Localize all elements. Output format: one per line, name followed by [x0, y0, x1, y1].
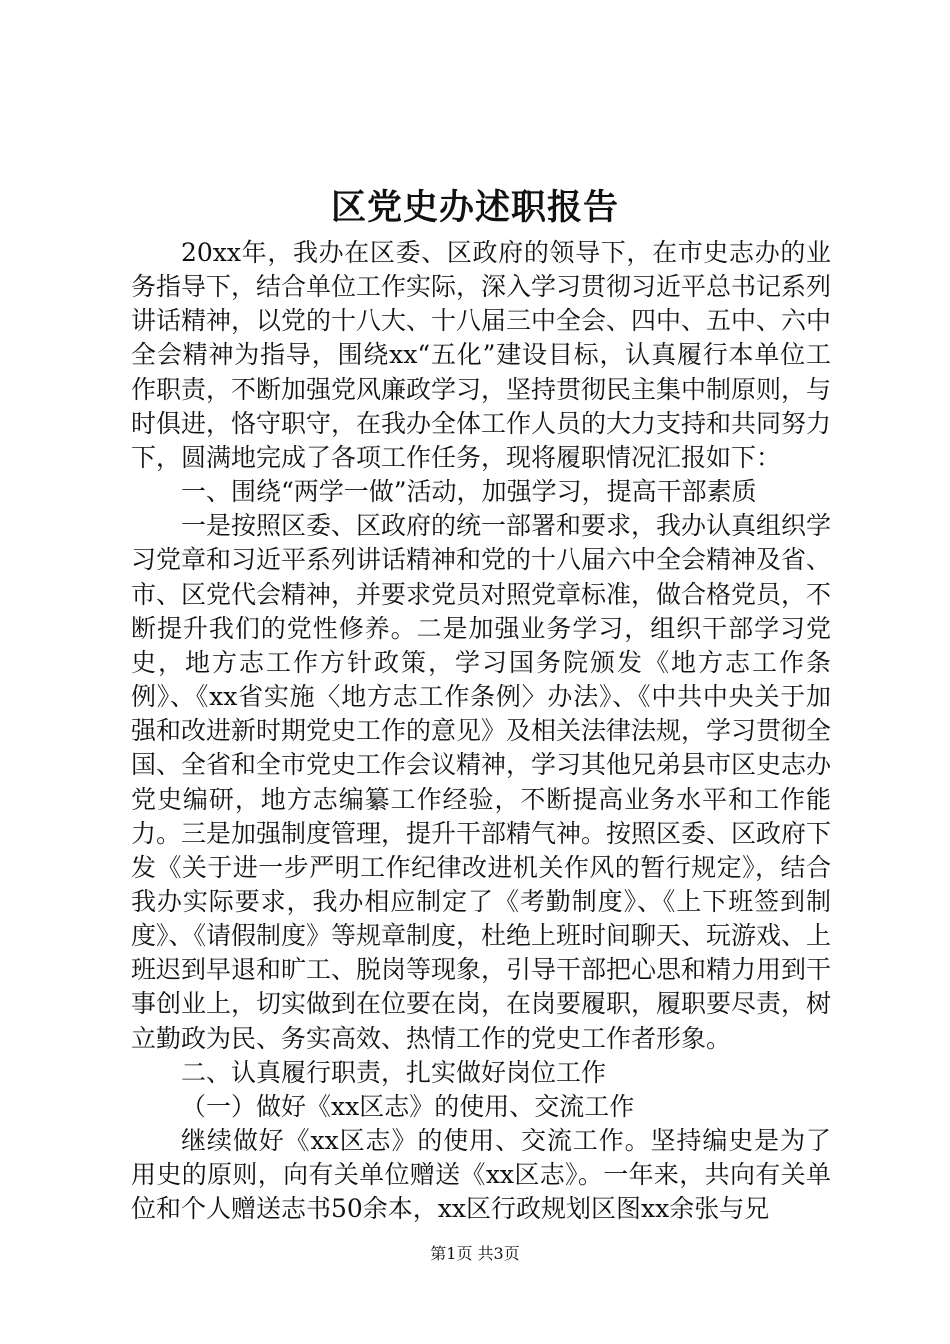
section-heading-1: 一、围绕“两学一做”活动，加强学习，提高干部素质 — [181, 477, 757, 507]
document-title: 区党史办述职报告 — [330, 187, 619, 228]
paragraph-study: 一是按照区委、区政府的统一部署和要求，我办认真组织学习党章和习近平系列讲话精神和党的十八届六中全会精神及省、市、区党代会精神，并要求党员对照党章标准，做合格党员，不断提升我们的党性修养。二是加强业务学习，组织干部学习党史，地方志工作方针政策，学习国务院颁发《地方志工作条例》、《xx省实施〈地方志工作条例〉办法》、《中共中央关于加强和改进新时期党史工作的意见》及相关法律法规，学习贯彻全国、全省和全市党史工作会议精神，学习其他兄弟县市区史志办党史编研，地方志编纂工作经验，不断提高业务水平和工作能力。三是加强制度管理，提升干部精气神。按照区委、区政府下发《关于进一步严明工作纪律改进机关作风的暂行规定》，结合我办实际要求，我办相应制定了《考勤制度》、《上下班签到制度》、《请假制度》等规章制度，杜绝上班时间聊天、玩游戏、上班迟到早退和旷工、脱岗等现象，引导干部把心思和精力用到干事创业上，切实做到在位要在岗，在岗要履职，履职要尽责，树立勤政为民、务实高效、热情工作的党史工作者形象。 — [131, 511, 832, 1053]
section-heading-2: 二、认真履行职责，扎实做好岗位工作 — [181, 1057, 607, 1087]
subsection-heading-1: （一）做好《xx区志》的使用、交流工作 — [181, 1091, 635, 1121]
paragraph-intro: 20xx年，我办在区委、区政府的领导下，在市史志办的业务指导下，结合单位工作实际，深入学习贯彻习近平总书记系列讲话精神，以党的十八大、十八届三中全会、四中、五中、六中全会精神为指导，围绕xx“五化”建设目标，认真履行本单位工作职责，不断加强党风廉政学习，坚持贯彻民主集中制原则，与时俱进，恪守职守，在我办全体工作人员的大力支持和共同努力下，圆满地完成了各项工作任务，现将履职情况汇报如下： — [131, 238, 832, 472]
document-body — [131, 236, 831, 1227]
paragraph-chronicle: 继续做好《xx区志》的使用、交流工作。坚持编史是为了用史的原则，向有关单位赠送《xx区志》。一年来，共向有关单位和个人赠送志书50余本，xx区行政规划区图xx余张与兄 — [131, 1126, 831, 1224]
page-number-footer: 第1页 共3页 — [430, 1244, 520, 1263]
